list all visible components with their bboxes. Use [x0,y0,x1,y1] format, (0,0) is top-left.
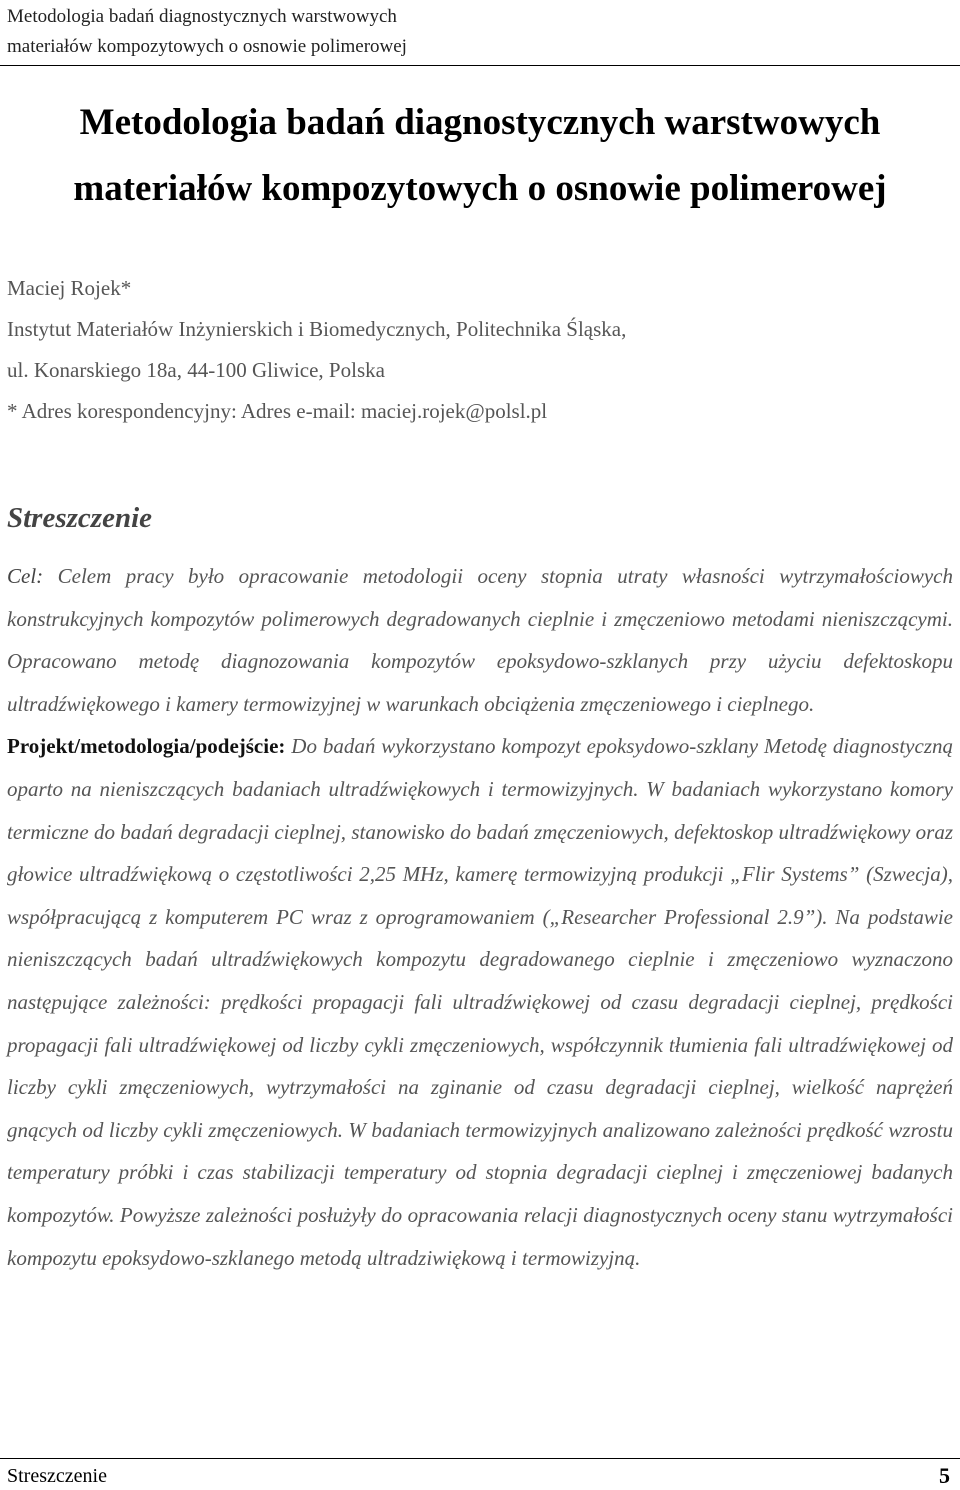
author-institute: Instytut Materiałów Inżynierskich i Biomedycznych, Politechnika Śląska, [7,317,627,341]
author-name: Maciej Rojek* [7,276,132,300]
page-number: 5 [939,1463,950,1488]
author-address: ul. Konarskiego 18a, 44-100 Gliwice, Polska [7,358,385,382]
running-header-line-1: Metodologia badań diagnostycznych warstwowych [7,6,397,27]
header-rule [0,65,960,66]
author-correspondence: * Adres korespondencyjny: Adres e-mail: maciej.rojek@polsl.pl [7,399,548,423]
footer-rule [0,1458,960,1459]
paper-title [0,90,960,222]
abstract-cel-paragraph [7,555,953,725]
paper-title-line-2: materiałów kompozytowych o osnowie polimerowej [73,168,887,209]
abstract-body [7,555,953,1279]
running-header [7,2,407,62]
cel-text: Celem pracy było opracowanie metodologii oceny stopnia utraty własności wytrzymałościowych konstrukcyjnych kompozytów polimerowych degradowanych cieplnie i zmęczeniowo metodami nieniszczącymi. Opracowano metodę diagnozowania kompozytów epoksydowo-szklanych przy użyciu defektoskopu ultradźwiękowego i kamery termowizyjnej w warunkach obciążenia zmęczeniowego i cieplnego. [7,564,953,716]
projekt-text: Do badań wykorzystano kompozyt epoksydowo-szklany Metodę diagnostyczną oparto na nieniszczących badaniach ultradźwiękowych i termowizyjnych. W badaniach wykorzystano komory termiczne do badań degradacji cieplnej, stanowisko do badań zmęczeniowych, defektoskop ultradźwiękowy oraz głowice ultradźwiękową o częstotliwości 2,25 MHz, kamerę termowizyjną produkcji „Flir Systems” (Szwecja), współpracującą z komputerem PC wraz z oprogramowaniem („Researcher Professional 2.9”). Na podstawie nieniszczących badań ultradźwiękowych kompozytu degradowanego cieplnie i zmęczeniowo wyznaczono następujące zależności: prędkości propagacji fali ultradźwiękowej od czasu degradacji cieplnej, prędkości propagacji fali ultradźwiękowej od liczby cykli zmęczeniowych, współczynnik tłumienia fali ultradźwiękowej od liczby cykli zmęczeniowych, wytrzymałości na zginanie od czasu degradacji cieplnej, wielkość naprężeń gnących od liczby cykli zmęczeniowych. W badaniach termowizyjnych analizowano zależności prędkość wzrostu temperatury próbki i czas stabilizacji temperatury od stopnia degradacji cieplnej i zmęczeniowej badanych kompozytów. Powyższe zależności posłużyły do opracowania relacji diagnostycznych oceny stanu wytrzymałości kompozytu epoksydowo-szklanego metodą ultradziwiękową i termowizyjną. [7,734,953,1270]
abstract-heading: Streszczenie [7,502,152,534]
abstract-projekt-paragraph [7,725,953,1279]
cel-label: Cel: [7,564,44,588]
footer-section: Streszczenie [7,1465,107,1487]
author-affiliation [7,268,626,432]
running-header-line-2: materiałów kompozytowych o osnowie polimerowej [7,36,407,57]
projekt-label: Projekt/metodologia/podejście: [7,734,286,759]
paper-title-line-1: Metodologia badań diagnostycznych warstwowych [79,102,881,143]
